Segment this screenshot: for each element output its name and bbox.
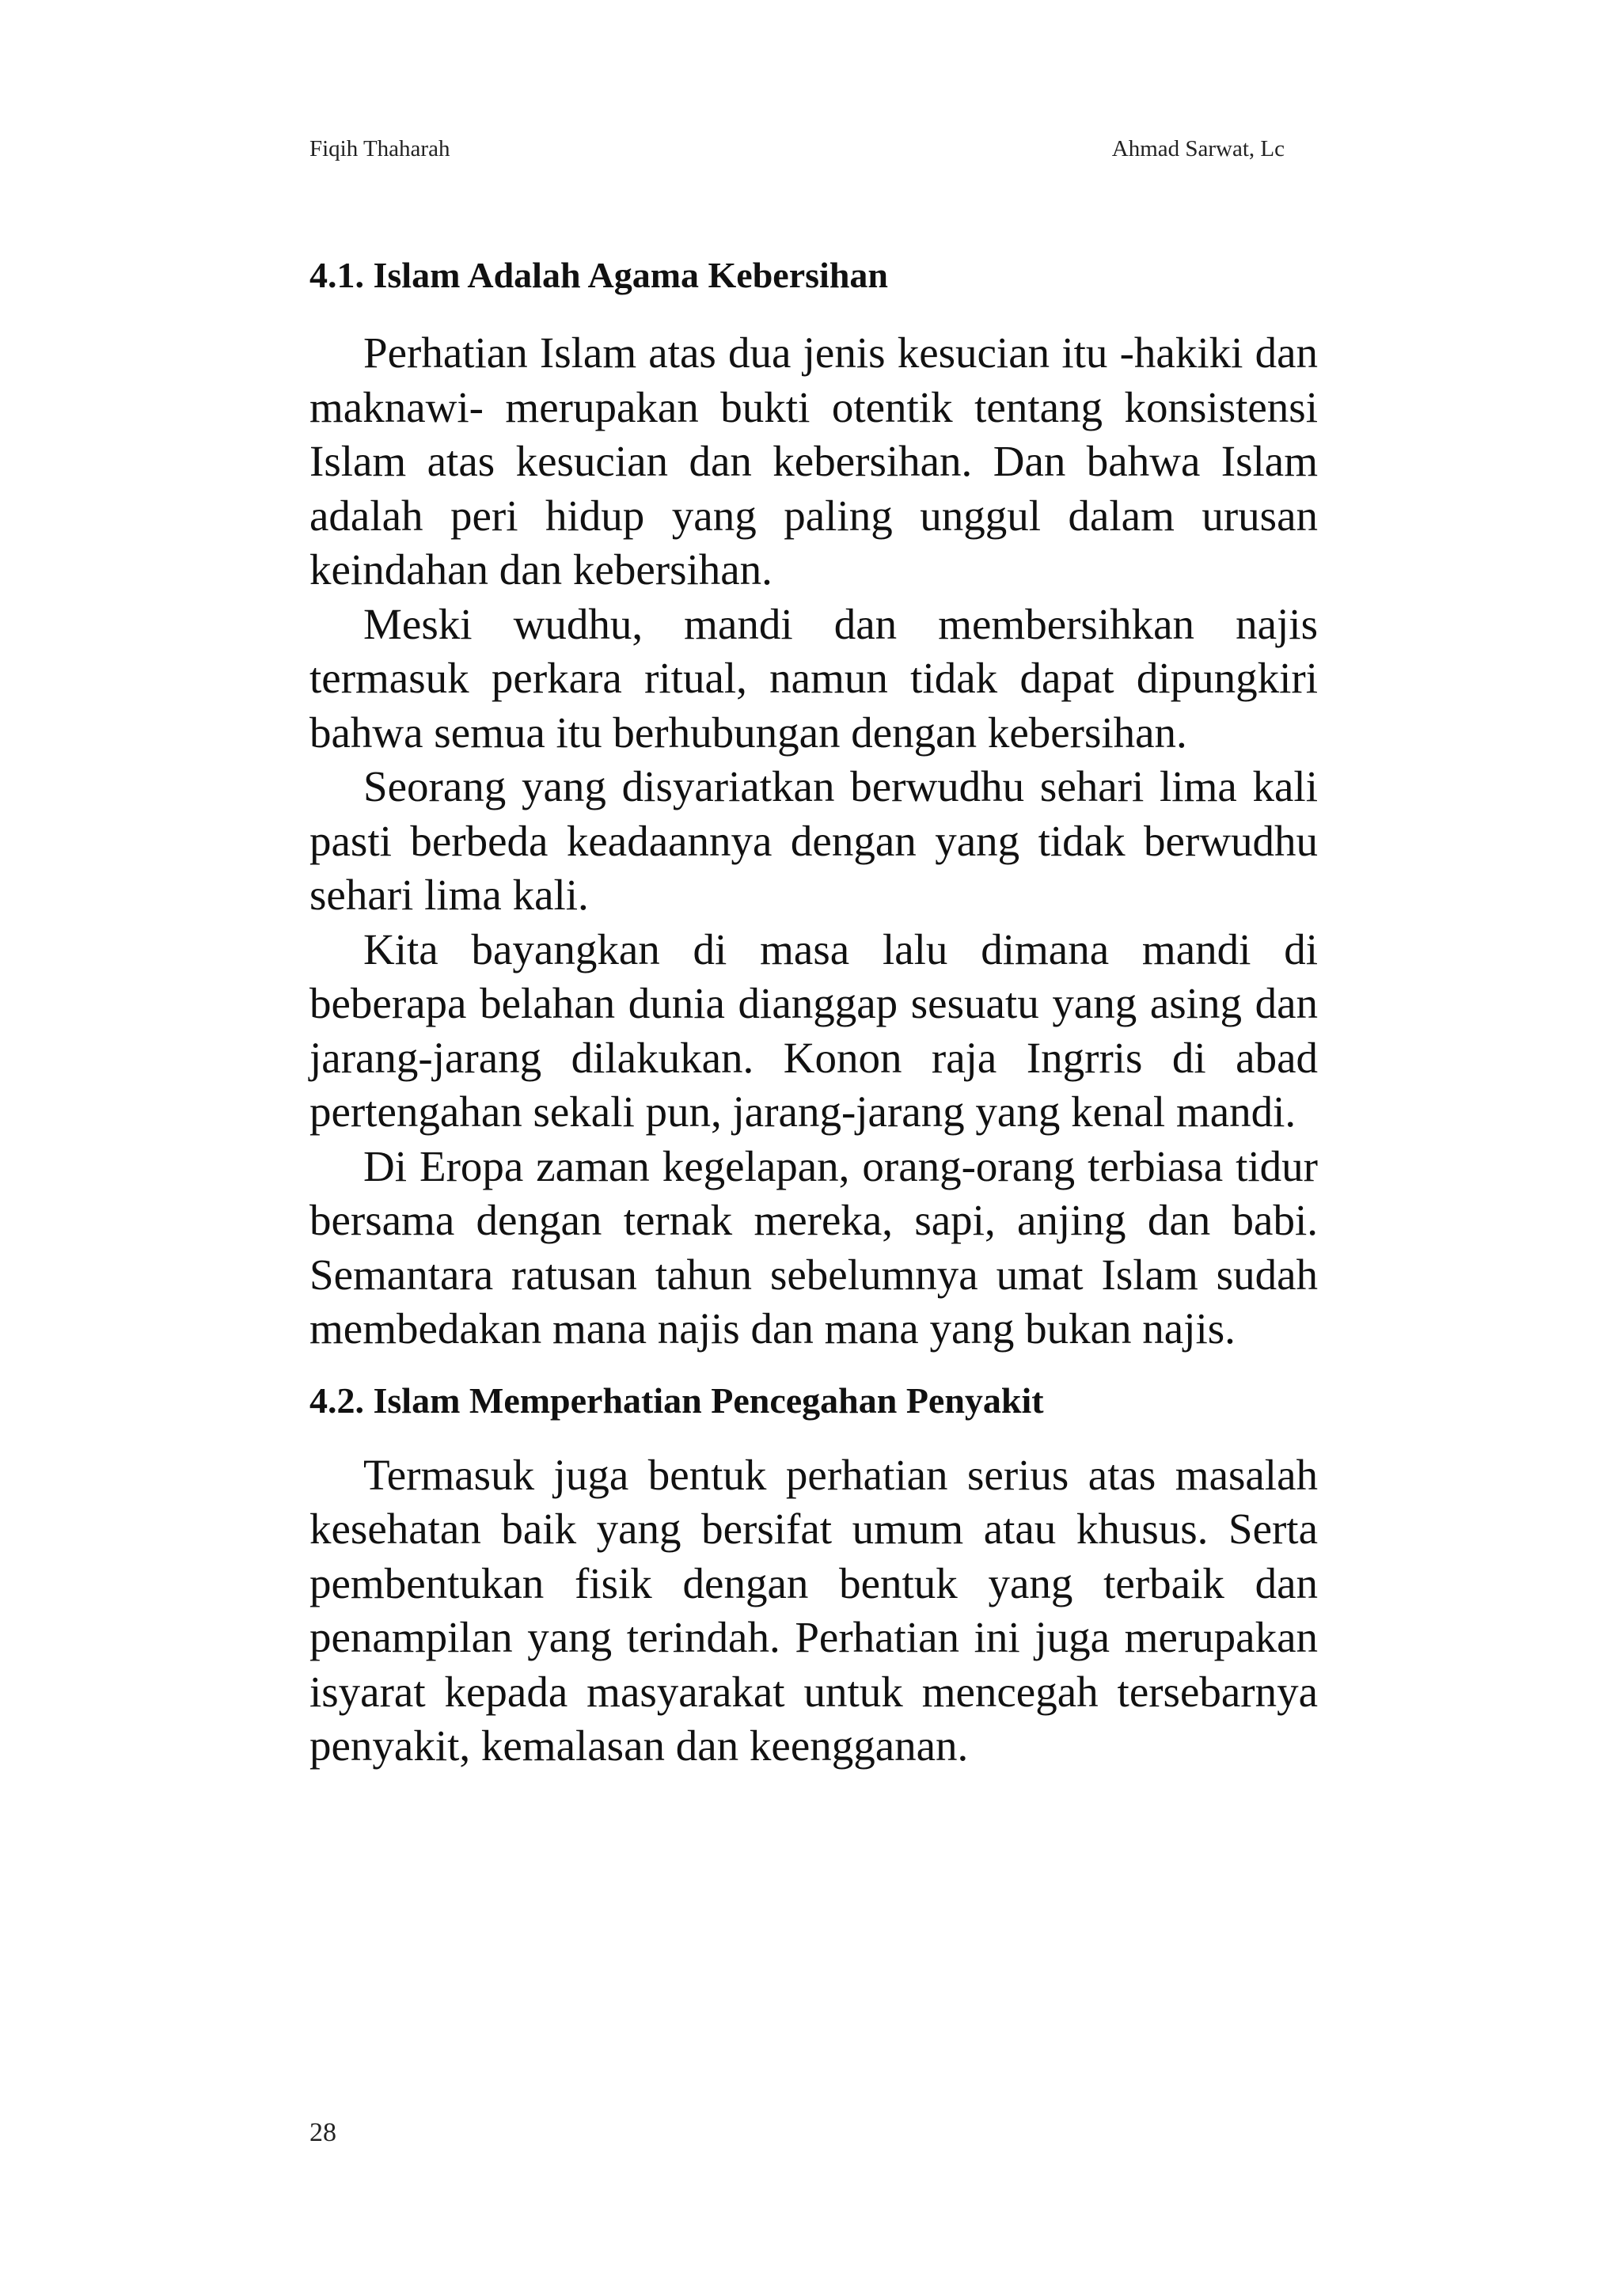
paragraph: Seorang yang disyariatkan berwudhu sehari lima kali pasti berbeda keadaannya dengan yang tidak berwudhu sehari lima kali. <box>309 762 1318 919</box>
page-body <box>309 252 1318 1774</box>
paragraph: Kita bayangkan di masa lalu dimana mandi di beberapa belahan dunia dianggap sesuatu yang asing dan jarang-jarang dilakukan. Konon raja Ingrris di abad pertengahan sekali pun, jarang-jarang yang kenal mandi. <box>309 924 1318 1136</box>
paragraph: Meski wudhu, mandi dan membersihkan najis termasuk perkara ritual, namun tidak dapat dipungkiri bahwa semua itu berhubungan dengan kebersihan. <box>309 599 1318 757</box>
section-heading-4-2: 4.2. Islam Memperhatian Pencegahan Penyakit <box>309 1379 1044 1421</box>
page-number: 28 <box>309 2118 336 2147</box>
running-header-author: Ahmad Sarwat, Lc <box>1111 136 1285 161</box>
paragraph: Perhatian Islam atas dua jenis kesucian itu -hakiki dan maknawi- merupakan bukti otentik tentang konsistensi Islam atas kesucian dan kebersihan. Dan bahwa Islam adalah peri hidup yang paling unggul dalam urusan keindahan dan kebersihan. <box>309 328 1318 594</box>
paragraph: Termasuk juga bentuk perhatian serius atas masalah kesehatan baik yang bersifat umum atau khusus. Serta pembentukan fisik dengan bentuk yang terbaik dan penampilan yang terindah. Perhatian ini juga merupakan isyarat kepada masyarakat untuk mencegah tersebarnya penyakit, kemalasan dan keengganan. <box>309 1450 1318 1770</box>
section-heading-4-1: 4.1. Islam Adalah Agama Kebersihan <box>309 255 888 295</box>
running-header-book-title: Fiqih Thaharah <box>309 136 450 161</box>
paragraph: Di Eropa zaman kegelapan, orang-orang terbiasa tidur bersama dengan ternak mereka, sapi, anjing dan babi. Semantara ratusan tahun sebelumnya umat Islam sudah membedakan mana najis dan mana yang bukan najis. <box>309 1141 1318 1353</box>
